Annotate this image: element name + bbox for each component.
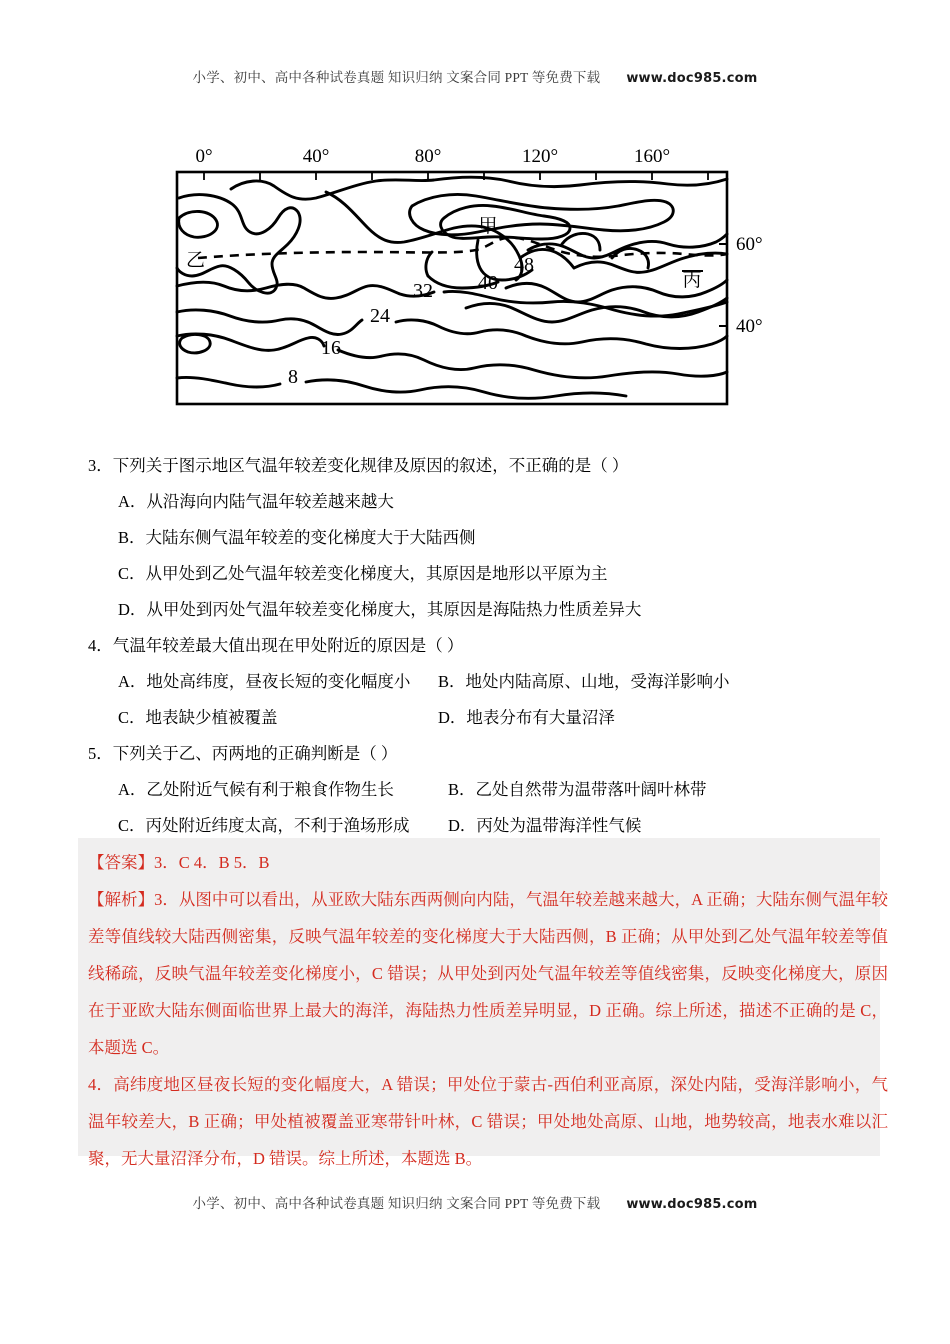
question-3-stem [88,448,888,484]
option-letter: C [118,564,130,583]
latitude-axis-labels [736,234,763,337]
option-text: ．地表缺少植被覆盖 [129,708,278,727]
option-text: ．地表分布有大量沼泽 [449,708,615,727]
contour-label-48: 48 [514,254,534,276]
analysis-q4-text: 4．高纬度地区昼夜长短的变化幅度大，A 错误；甲处位于蒙古-西伯利亚高原，深处内陆，受海洋影响小，气温年较差大，B 正确；甲处植被覆盖亚寒带针叶林，C 错误；甲处地处高原、山地，地势较高，地表水难以汇聚，无大量沼泽分布，D 错误。综上所述，本题选 B。 [88,1075,888,1168]
answer-values: 3．C 4．B 5．B [154,853,270,872]
answer-line [88,844,888,881]
lat-label-60: 60° [736,234,763,255]
isoline-24-east [396,320,727,349]
question-5-options-row-1 [88,772,888,808]
isoline-8-west [177,377,280,387]
option-text: ．丙处为温带海洋性气候 [459,816,642,835]
option-letter: D [448,816,460,835]
isoline-24-west [177,310,362,335]
isoline-32-west [177,282,434,298]
option-text: ．乙处自然带为温带落叶阔叶林带 [459,780,707,799]
contour-label-8: 8 [288,366,298,388]
analysis-q3 [88,881,888,1066]
question-4-text: ．气温年较差最大值出现在甲处附近的原因是（ ） [96,636,464,655]
option-letter: A [118,492,130,511]
lon-label-120: 120° [521,146,559,167]
lon-label-40: 40° [302,146,330,167]
contour-map-figure [176,140,763,410]
header-promo-url: www.doc985.com [626,71,758,86]
question-5-text: ．下列关于乙、丙两地的正确判断是（ ） [96,744,398,763]
lat-label-40: 40° [736,316,763,337]
header-promo-text: 小学、初中、高中各种试卷真题 知识归纳 文案合同 PPT 等免费下载 [192,70,601,85]
option-letter: B [438,672,450,691]
option-letter: C [118,816,130,835]
header-promo-banner [0,66,950,86]
isoline-48-lower-left [426,252,432,276]
question-4-options-row-2 [88,700,888,736]
longitude-axis-labels [195,146,670,167]
questions-container [88,448,888,844]
question-4-option-c[interactable] [118,700,438,736]
analysis-q3-text: 3．从图中可以看出，从亚欧大陆东西两侧向内陆，气温年较差越来越大，A 正确；大陆东侧气温年较差等值线较大陆西侧密集，反映气温年较差的变化梯度大于大陆西侧，B 正确；从甲处到乙处气温年较差等值线稀疏，反映气温年较差变化梯度小，C 错误；从甲处到丙处气温年较差等值线密集，反映变化梯度大，原因在于亚欧大陆东侧面临世界上最大的海洋，海陆热力性质差异明显，D 正确。综上所述，描述不正确的是 C，本题选 C。 [88,890,888,1057]
question-4-option-d[interactable] [438,708,615,727]
option-text: ．地处内陆高原、山地，受海洋影响小 [449,672,730,691]
question-5-option-a[interactable] [118,772,448,808]
analysis-tag: 【解析】 [88,890,155,909]
map-point-jia: 甲 [478,216,498,237]
option-letter: C [118,708,130,727]
option-text: ．地处高纬度，昼夜长短的变化幅度小 [129,672,411,691]
option-letter: A [118,780,130,799]
option-text: ．乙处附近气候有利于粮食作物生长 [129,780,394,799]
question-4-option-a[interactable] [118,664,438,700]
isoline-16-west [177,334,324,350]
question-3-number: 3 [88,456,97,475]
isoline-west-loop-lower [180,335,211,353]
footer-promo-url: www.doc985.com [626,1197,758,1212]
question-4-number: 4 [88,636,97,655]
contour-label-40: 40 [478,272,498,294]
map-point-yi: 乙 [186,250,206,271]
contour-label-24: 24 [370,305,390,327]
question-5-option-d[interactable] [448,816,641,835]
question-3-option-c[interactable] [88,556,888,592]
question-5-option-b[interactable] [448,780,707,799]
option-text: ．从甲处到丙处气温年较差变化梯度大，其原因是海陆热力性质差异大 [129,600,642,619]
question-3-option-b[interactable] [88,520,888,556]
option-letter: A [118,672,130,691]
question-3-option-a[interactable] [88,484,888,520]
contour-label-32: 32 [413,280,433,302]
isoline-16-east [338,350,727,378]
option-letter: D [438,708,450,727]
answer-tag: 【答案】 [88,853,154,872]
option-letter: B [448,780,460,799]
isoline-group [177,177,727,398]
question-3-option-d[interactable] [88,592,888,628]
option-text: ．从沿海向内陆气温年较差越来越大 [129,492,394,511]
question-4-options-row-1 [88,664,888,700]
isoline-bump-b [612,248,649,268]
analysis-q4 [88,1066,888,1177]
option-letter: B [118,528,130,547]
lon-label-160: 160° [633,146,671,167]
option-text: ．丙处附近纬度太高，不利于渔场形成 [129,816,410,835]
isoline-west-wave [177,195,300,294]
question-3-text: ．下列关于图示地区气温年较差变化规律及原因的叙述，不正确的是（ ） [96,456,629,475]
footer-promo-text: 小学、初中、高中各种试卷真题 知识归纳 文案合同 PPT 等免费下载 [192,1196,601,1211]
option-letter: D [118,600,130,619]
lon-label-80: 80° [414,146,442,167]
answer-explanation-block [78,838,888,1168]
map-point-bing: 丙 [682,270,702,291]
question-4-option-b[interactable] [438,672,730,691]
isoline-west-loop-upper [179,211,218,237]
contour-label-16: 16 [321,337,341,359]
option-text: ．从甲处到乙处气温年较差变化梯度大，其原因是地形以平原为主 [129,564,608,583]
question-5-stem [88,736,888,772]
question-4-stem [88,628,888,664]
question-5-number: 5 [88,744,97,763]
option-text: ．大陆东侧气温年较差的变化梯度大于大陆西侧 [129,528,476,547]
footer-promo-banner [0,1192,950,1212]
lon-label-0: 0° [195,146,213,167]
isoline-8-east [306,380,626,398]
